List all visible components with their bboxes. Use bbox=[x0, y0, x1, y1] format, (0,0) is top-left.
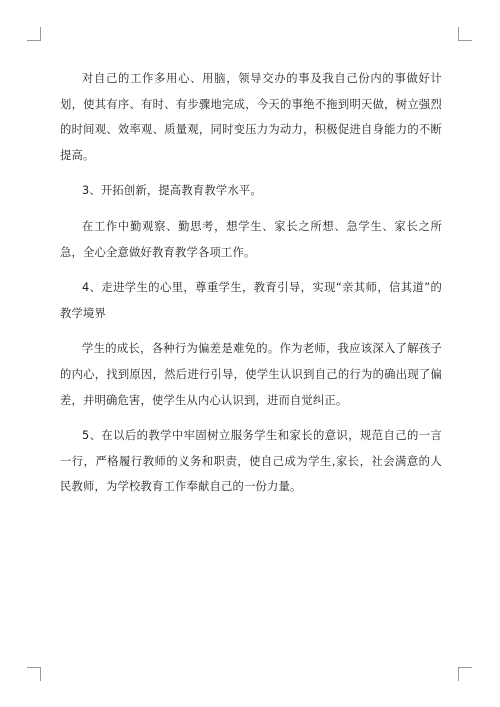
crop-mark-top-right bbox=[458, 27, 472, 41]
paragraph-students-growth: 学生的成长，各种行为偏差是难免的。作为老师，我应该深入了解孩子的内心，找到原因，然后进行引导，使学生认识到自己的行为的确出现了偏差，并明确危害，使学生从内心认识到，进而自觉纠正。 bbox=[60, 342, 442, 407]
paragraph-work-attitude: 对自己的工作多用心、用脑，领导交办的事及我自己份内的事做好计划，使其有序、有时、有步骤地完成，今天的事绝不拖到明天做，树立强烈的时间观、效率观、质量观，同时变压力为动力，积极促进自身能力的不断提高。 bbox=[60, 72, 442, 162]
crop-mark-bottom-left bbox=[27, 667, 41, 681]
crop-mark-top-left bbox=[27, 27, 41, 41]
document-body bbox=[60, 66, 442, 510]
heading-students-heart: 4、走进学生的心里，尊重学生，教育引导，实现“亲其师，信其道”的教学境界 bbox=[60, 281, 442, 320]
heading-innovation: 3、开拓创新，提高教育教学水平。 bbox=[82, 184, 262, 198]
paragraph-service-awareness: 5、在以后的教学中牢固树立服务学生和家长的意识，规范自己的一言一行，严格履行教师的义务和职责，使自己成为学生,家长，社会满意的人民教师，为学校教育工作奉献自己的一份力量。 bbox=[60, 429, 442, 494]
crop-mark-bottom-right bbox=[458, 667, 472, 681]
paragraph-innovation: 在工作中勤观察、勤思考，想学生、家长之所想、急学生、家长之所急，全心全意做好教育教学各项工作。 bbox=[60, 219, 442, 259]
